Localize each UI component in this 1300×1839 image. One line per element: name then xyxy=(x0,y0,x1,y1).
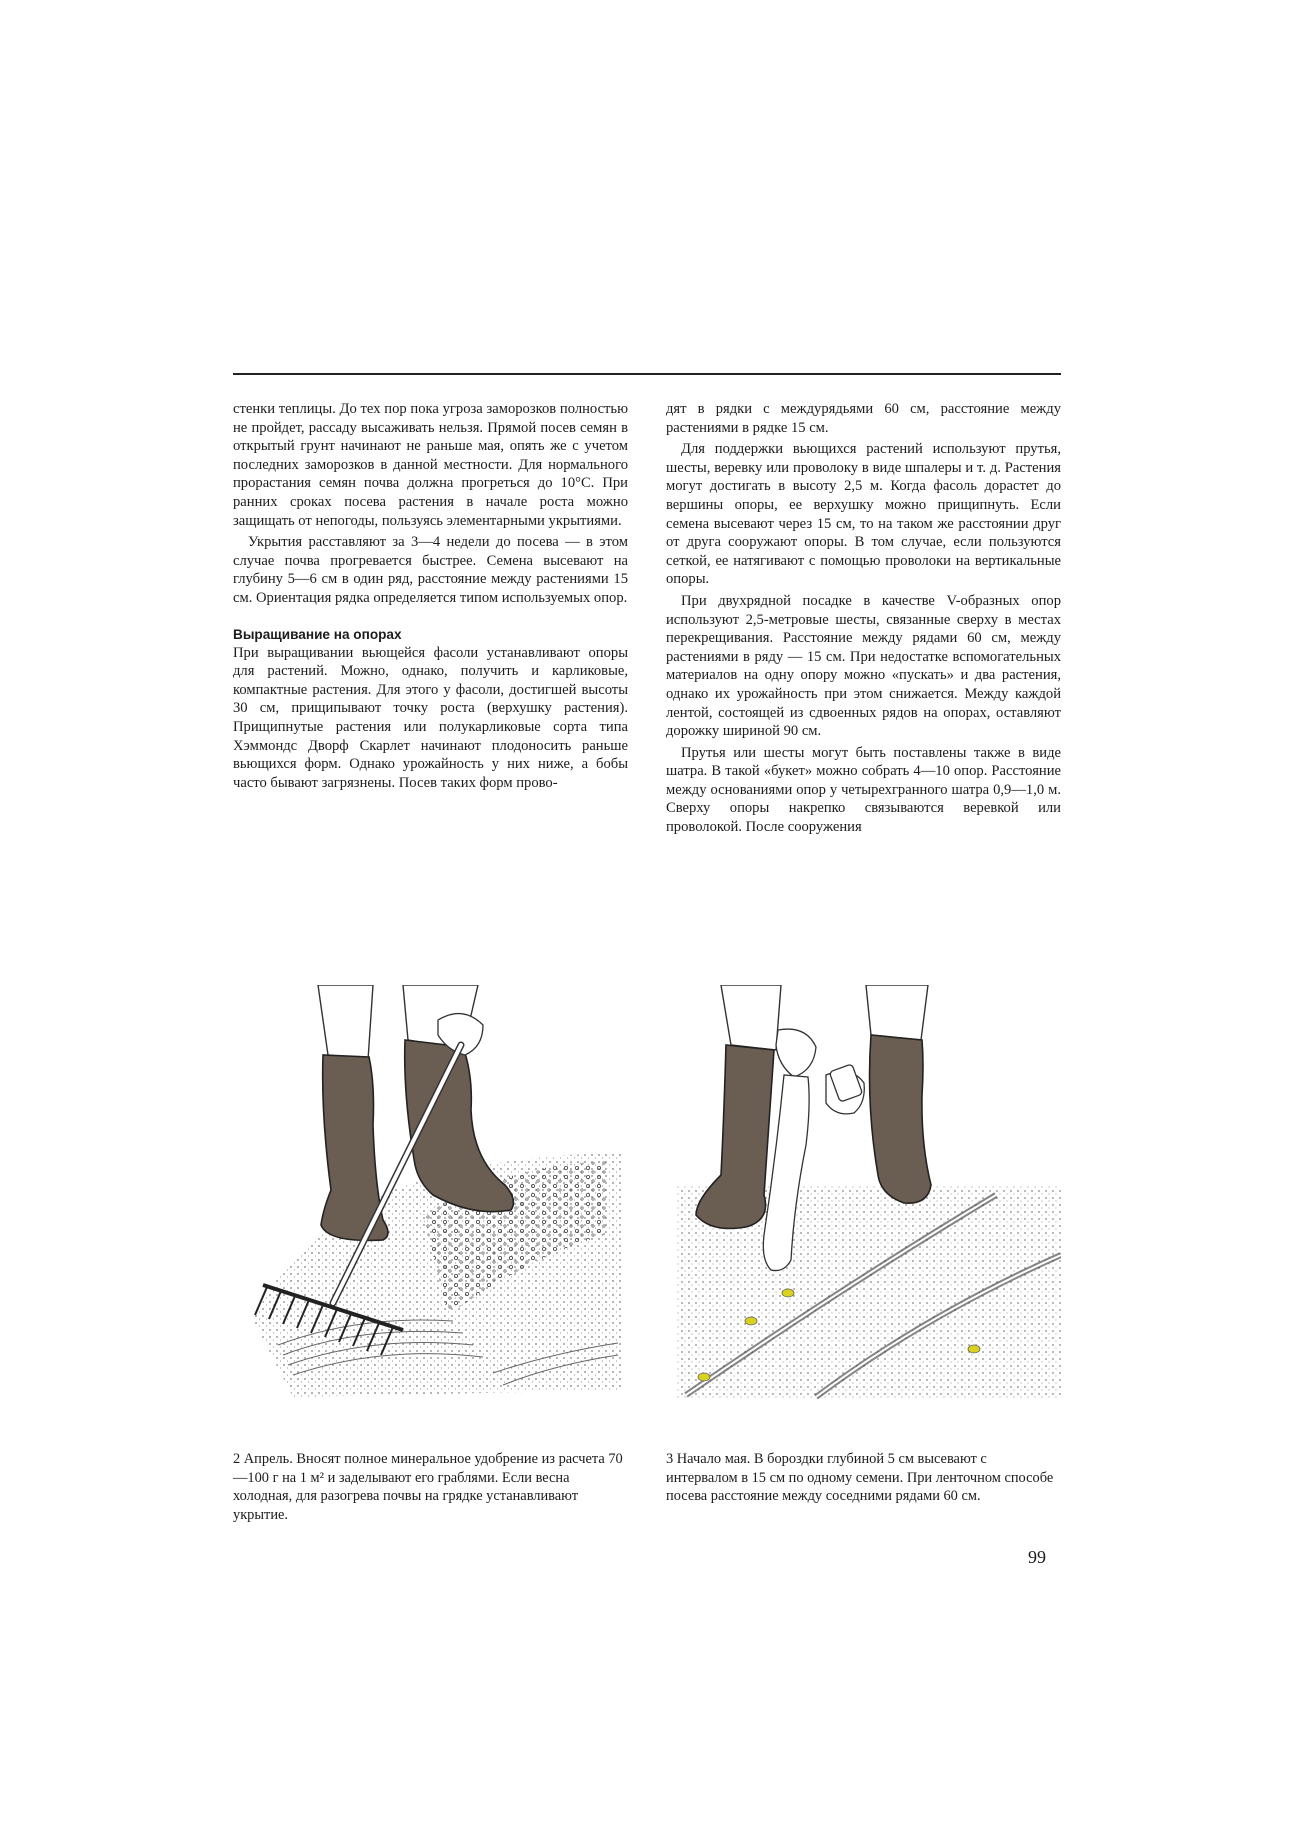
paragraph: При двухрядной посадке в качестве V-образных опор используют 2,5-метровые шесты, связанные сверху в местах перекрещивания. Расстояние между рядами 60 см, между растениями в ряду — 15 см. При недостатке вспомогательных материалов на одну опору можно «пускать» и два растения, однако их урожайность при этом снижается. Между каждой лентой, состоящей из сдвоенных рядов на опорах, оставляют дорожку шириной 90 см. xyxy=(666,592,1061,740)
paragraph: Для поддержки вьющихся растений используют прутья, шесты, веревку или проволоку в виде шпалеры и т. д. Растения могут достигать в высоту 2,5 м. Когда фасоль дорастет до вершины опоры, ее верхушку можно прищипнуть. Если семена высевают через 15 см, то на таком же расстоянии друг от друга сооружают опоры. В том случае, если пользуются сеткой, ее натягивают с помощью проволоки на вертикальные опоры. xyxy=(666,441,1061,588)
paragraph: Укрытия расставляют за 3—4 недели до посева — в этом случае почва прогревается быстрее. Семена высевают на глубину 5—6 см в один ряд, расстояние между растениями 15 см. Ориентация рядка определяется типом используемых опор. xyxy=(233,534,628,606)
page-number: 99 xyxy=(1028,1547,1046,1567)
section-heading: Выращивание на опорах xyxy=(233,626,402,642)
illustration-sowing xyxy=(666,985,1061,1405)
figure-caption: 3 Начало мая. В бороздки глубиной 5 см высевают с интервалом в 15 см по одному семени. При ленточном способе посева расстояние между соседними рядами 60 см. xyxy=(666,1451,1054,1505)
paragraph: Прутья или шесты могут быть поставлены также в виде шатра. В такой «букет» можно собрать 4—10 опор. Расстояние между основаниями опор у четырехгранного шатра 0,9—1,0 м. Сверху опоры накрепко связываются веревкой или проволокой. После сооружения xyxy=(666,744,1061,836)
header-rule xyxy=(233,373,1061,375)
paragraph: При выращивании вьющейся фасоли устанавливают опоры для растений. Можно, однако, получить и карликовые, компактные растения. Для этого у фасоли, достигшей высоты 30 см, прищипывают точку роста (верхушку растения). Прищипнутые растения или полукарликовые сорта типа Хэммондс Дворф Скарлет начинают плодоносить раньше вьющихся форм. Однако урожайность у них ниже, а бобы часто бывают загрязнены. Посев таких форм прово- xyxy=(233,644,628,791)
illustration-raking xyxy=(233,985,628,1405)
raking-drawing xyxy=(233,985,628,1405)
figure-caption: 2 Апрель. Вносят полное минеральное удобрение из расчета 70—100 г на 1 м² и заделывают его граблями. Если весна холодная, для разогрева почвы на грядке устанавливают укрытие. xyxy=(233,1451,623,1523)
sowing-drawing xyxy=(666,985,1061,1405)
paragraph: дят в рядки с междурядьями 60 см, расстояние между растениями в рядке 15 см. xyxy=(666,401,1061,436)
text-column-left xyxy=(233,400,628,792)
paragraph: стенки теплицы. До тех пор пока угроза заморозков полностью не пройдет, рассаду высаживать нельзя. Прямой посев семян в открытый грунт начинают не раньше мая, опять же с учетом последних заморозков в данной местности. Для нормального прорастания семян почва должна прогреться до 10°С. При ранних сроках посева растения в начале роста можно защищать от непогоды, пользуясь элементарными укрытиями. xyxy=(233,401,628,529)
text-column-right xyxy=(666,400,1061,837)
